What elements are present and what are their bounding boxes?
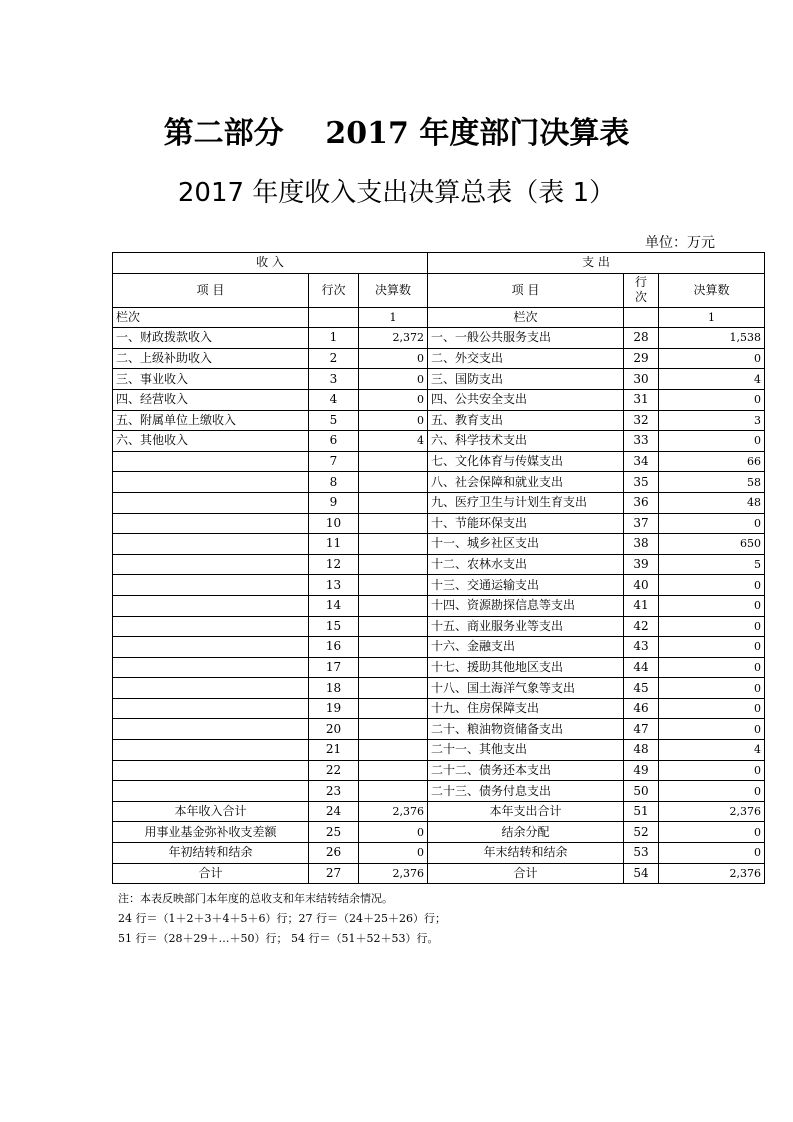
- income-item: 合计: [113, 863, 309, 884]
- expense-amount: 58: [659, 472, 765, 493]
- income-row-number: 23: [309, 781, 359, 802]
- income-amount: [359, 781, 428, 802]
- expense-row-number: 37: [624, 513, 659, 534]
- table-row: [113, 657, 765, 678]
- income-amount: [359, 492, 428, 513]
- expense-row-number: 47: [624, 719, 659, 740]
- expense-row-number: 31: [624, 389, 659, 410]
- income-row-number: 27: [309, 863, 359, 884]
- table-row: [113, 781, 765, 802]
- income-item: [113, 472, 309, 493]
- income-row-number: 2: [309, 348, 359, 369]
- income-row-number: 22: [309, 760, 359, 781]
- income-amount: [359, 595, 428, 616]
- income-item: [113, 575, 309, 596]
- income-item: [113, 451, 309, 472]
- expense-row-number: 53: [624, 843, 659, 864]
- income-amount: [359, 719, 428, 740]
- income-item-header: 项 目: [113, 273, 309, 307]
- table-title: 2017 年度收入支出决算总表（表 1）: [177, 178, 616, 208]
- expense-amount: 0: [659, 431, 765, 452]
- table-row: [113, 348, 765, 369]
- table-row: [113, 492, 765, 513]
- income-amount: [359, 554, 428, 575]
- expense-row-number: 29: [624, 348, 659, 369]
- income-item: [113, 719, 309, 740]
- expense-item: 十五、商业服务业等支出: [428, 616, 624, 637]
- income-item: 一、财政拨款收入: [113, 328, 309, 349]
- table-row: [113, 328, 765, 349]
- table-row: [113, 472, 765, 493]
- income-item: 五、附属单位上缴收入: [113, 410, 309, 431]
- expense-item: 七、文化体育与传媒支出: [428, 451, 624, 472]
- expense-row-number: 40: [624, 575, 659, 596]
- expense-lanci-empty: [624, 307, 659, 328]
- expense-row-number: 42: [624, 616, 659, 637]
- expense-amount: 0: [659, 698, 765, 719]
- expense-amount: 48: [659, 492, 765, 513]
- expense-item-header: 项 目: [428, 273, 624, 307]
- table-row: [113, 554, 765, 575]
- income-row-number: 3: [309, 369, 359, 390]
- income-amount: 0: [359, 410, 428, 431]
- income-row-number: 18: [309, 678, 359, 699]
- expense-row-number: 44: [624, 657, 659, 678]
- table-row: [113, 534, 765, 555]
- income-row-number: 25: [309, 822, 359, 843]
- expense-row-number: 54: [624, 863, 659, 884]
- expense-item: 二十一、其他支出: [428, 740, 624, 761]
- expense-amount: 0: [659, 616, 765, 637]
- table-row: [113, 595, 765, 616]
- expense-row-number: 33: [624, 431, 659, 452]
- expense-row-number: 34: [624, 451, 659, 472]
- expense-amount: 0: [659, 781, 765, 802]
- expense-row-number: 52: [624, 822, 659, 843]
- income-amount: [359, 472, 428, 493]
- expense-item: 一、一般公共服务支出: [428, 328, 624, 349]
- income-amount: [359, 698, 428, 719]
- notes: [118, 889, 446, 949]
- table-row: [113, 760, 765, 781]
- table-row: [113, 431, 765, 452]
- income-amount: 0: [359, 389, 428, 410]
- expense-item: 合计: [428, 863, 624, 884]
- income-item: 用事业基金弥补收支差额: [113, 822, 309, 843]
- income-amount: [359, 451, 428, 472]
- income-amount-header: 决算数: [359, 273, 428, 307]
- expense-item: 十七、援助其他地区支出: [428, 657, 624, 678]
- table-row: [113, 451, 765, 472]
- expense-row-number: 51: [624, 801, 659, 822]
- income-amount: 0: [359, 369, 428, 390]
- table-row: [113, 678, 765, 699]
- expense-item: 结余分配: [428, 822, 624, 843]
- expense-row-number: 39: [624, 554, 659, 575]
- expense-row-number: 38: [624, 534, 659, 555]
- income-item: [113, 513, 309, 534]
- expense-row-number: 43: [624, 637, 659, 658]
- expense-row-number: 46: [624, 698, 659, 719]
- expense-row-number: 50: [624, 781, 659, 802]
- expense-amount: 0: [659, 822, 765, 843]
- income-row-number: 4: [309, 389, 359, 410]
- expense-item: 十八、国土海洋气象等支出: [428, 678, 624, 699]
- income-lanci-empty: [309, 307, 359, 328]
- income-row-number: 6: [309, 431, 359, 452]
- summary-row: [113, 863, 765, 884]
- table-row: [113, 616, 765, 637]
- expense-item: 十三、交通运输支出: [428, 575, 624, 596]
- expense-amount: 66: [659, 451, 765, 472]
- lanci-row: [113, 307, 765, 328]
- income-row-number: 21: [309, 740, 359, 761]
- expense-row-number: 45: [624, 678, 659, 699]
- expense-item: 十四、资源勘探信息等支出: [428, 595, 624, 616]
- income-amount: 0: [359, 822, 428, 843]
- income-row-number: 16: [309, 637, 359, 658]
- income-lanci: 栏次: [113, 307, 309, 328]
- expense-amount: 0: [659, 637, 765, 658]
- expense-amount: 0: [659, 678, 765, 699]
- table-row: [113, 698, 765, 719]
- income-amount: 2,376: [359, 863, 428, 884]
- income-item: 年初结转和结余: [113, 843, 309, 864]
- expense-item: 本年支出合计: [428, 801, 624, 822]
- income-amount: [359, 760, 428, 781]
- income-amount: 0: [359, 843, 428, 864]
- income-item: [113, 534, 309, 555]
- expense-row-number: 28: [624, 328, 659, 349]
- expense-item: 六、科学技术支出: [428, 431, 624, 452]
- expense-amount: 5: [659, 554, 765, 575]
- income-item: 三、事业收入: [113, 369, 309, 390]
- expense-item: 二、外交支出: [428, 348, 624, 369]
- expense-amount: 0: [659, 595, 765, 616]
- expense-amount: 2,376: [659, 801, 765, 822]
- income-row-number: 12: [309, 554, 359, 575]
- expense-amount: 1,538: [659, 328, 765, 349]
- income-header: 收 入: [113, 253, 428, 274]
- income-amount: [359, 678, 428, 699]
- expense-row-number: 36: [624, 492, 659, 513]
- income-amount: [359, 513, 428, 534]
- table-row: [113, 513, 765, 534]
- income-amount: [359, 616, 428, 637]
- expense-lanci: 栏次: [428, 307, 624, 328]
- expense-item: 八、社会保障和就业支出: [428, 472, 624, 493]
- income-item: [113, 595, 309, 616]
- income-row-number: 10: [309, 513, 359, 534]
- income-item: [113, 740, 309, 761]
- expense-item: 九、医疗卫生与计划生育支出: [428, 492, 624, 513]
- table-row: [113, 369, 765, 390]
- income-item: [113, 657, 309, 678]
- income-row-number: 17: [309, 657, 359, 678]
- expense-amount: 2,376: [659, 863, 765, 884]
- expense-amount: 0: [659, 760, 765, 781]
- summary-row: [113, 801, 765, 822]
- expense-item: 十九、住房保障支出: [428, 698, 624, 719]
- expense-amount: 0: [659, 389, 765, 410]
- expense-amount: 4: [659, 740, 765, 761]
- summary-table: [112, 252, 765, 884]
- income-item: [113, 637, 309, 658]
- part-title: 第二部分 2017 年度部门决算表: [163, 116, 630, 151]
- income-row-number: 14: [309, 595, 359, 616]
- expense-item: 二十三、债务付息支出: [428, 781, 624, 802]
- expense-item: 年末结转和结余: [428, 843, 624, 864]
- table-row: [113, 637, 765, 658]
- income-item: 本年收入合计: [113, 801, 309, 822]
- income-amount: 4: [359, 431, 428, 452]
- income-item: [113, 698, 309, 719]
- expense-row-number: 41: [624, 595, 659, 616]
- expense-amount: 0: [659, 513, 765, 534]
- income-amount: [359, 740, 428, 761]
- income-amount: [359, 657, 428, 678]
- expense-amount: 3: [659, 410, 765, 431]
- income-row-number: 20: [309, 719, 359, 740]
- expense-row-number: 49: [624, 760, 659, 781]
- income-row-number: 24: [309, 801, 359, 822]
- expense-lanci-num: 1: [659, 307, 765, 328]
- income-row-number: 7: [309, 451, 359, 472]
- income-amount: 2,372: [359, 328, 428, 349]
- expense-amount: 650: [659, 534, 765, 555]
- income-item: 四、经营收入: [113, 389, 309, 410]
- expense-amount: 0: [659, 843, 765, 864]
- income-row-number: 19: [309, 698, 359, 719]
- expense-item: 十一、城乡社区支出: [428, 534, 624, 555]
- expense-amount: 0: [659, 348, 765, 369]
- table-row: [113, 719, 765, 740]
- expense-row-header: 行 次: [624, 273, 659, 307]
- income-amount: [359, 534, 428, 555]
- income-lanci-num: 1: [359, 307, 428, 328]
- expense-row-number: 30: [624, 369, 659, 390]
- income-row-number: 13: [309, 575, 359, 596]
- summary-row: [113, 843, 765, 864]
- expense-row-number: 32: [624, 410, 659, 431]
- expense-item: 四、公共安全支出: [428, 389, 624, 410]
- income-item: [113, 492, 309, 513]
- expense-item: 二十、粮油物资储备支出: [428, 719, 624, 740]
- unit-label: 单位：万元: [645, 235, 715, 251]
- income-row-number: 1: [309, 328, 359, 349]
- expense-item: 十、节能环保支出: [428, 513, 624, 534]
- income-row-number: 9: [309, 492, 359, 513]
- income-row-number: 26: [309, 843, 359, 864]
- income-row-number: 5: [309, 410, 359, 431]
- table-row: [113, 575, 765, 596]
- table-row: [113, 740, 765, 761]
- income-item: [113, 554, 309, 575]
- expense-amount: 0: [659, 657, 765, 678]
- expense-row-number: 48: [624, 740, 659, 761]
- expense-amount: 0: [659, 719, 765, 740]
- expense-row-number: 35: [624, 472, 659, 493]
- expense-item: 三、国防支出: [428, 369, 624, 390]
- income-amount: [359, 637, 428, 658]
- income-amount: 2,376: [359, 801, 428, 822]
- expense-item: 十二、农林水支出: [428, 554, 624, 575]
- income-row-number: 11: [309, 534, 359, 555]
- expense-item: 五、教育支出: [428, 410, 624, 431]
- column-header-row: [113, 273, 765, 307]
- section-header-row: [113, 253, 765, 274]
- income-row-number: 15: [309, 616, 359, 637]
- expense-item: 二十二、债务还本支出: [428, 760, 624, 781]
- income-amount: 0: [359, 348, 428, 369]
- note-line: 51 行＝（28＋29＋…＋50）行； 54 行＝（51＋52＋53）行。: [118, 932, 439, 945]
- income-item: [113, 678, 309, 699]
- note-line: 注：本表反映部门本年度的总收支和年末结转结余情况。: [118, 892, 393, 905]
- expense-amount-header: 决算数: [659, 273, 765, 307]
- table-row: [113, 410, 765, 431]
- expense-header: 支 出: [428, 253, 765, 274]
- table-row: [113, 389, 765, 410]
- summary-row: [113, 822, 765, 843]
- note-line: 24 行＝（1＋2＋3＋4＋5＋6）行；27 行＝（24＋25＋26）行；: [118, 912, 446, 925]
- expense-amount: 4: [659, 369, 765, 390]
- income-item: 六、其他收入: [113, 431, 309, 452]
- income-row-number: 8: [309, 472, 359, 493]
- income-item: [113, 760, 309, 781]
- income-item: 二、上级补助收入: [113, 348, 309, 369]
- income-row-header: 行次: [309, 273, 359, 307]
- income-amount: [359, 575, 428, 596]
- income-item: [113, 616, 309, 637]
- expense-item: 十六、金融支出: [428, 637, 624, 658]
- expense-amount: 0: [659, 575, 765, 596]
- income-item: [113, 781, 309, 802]
